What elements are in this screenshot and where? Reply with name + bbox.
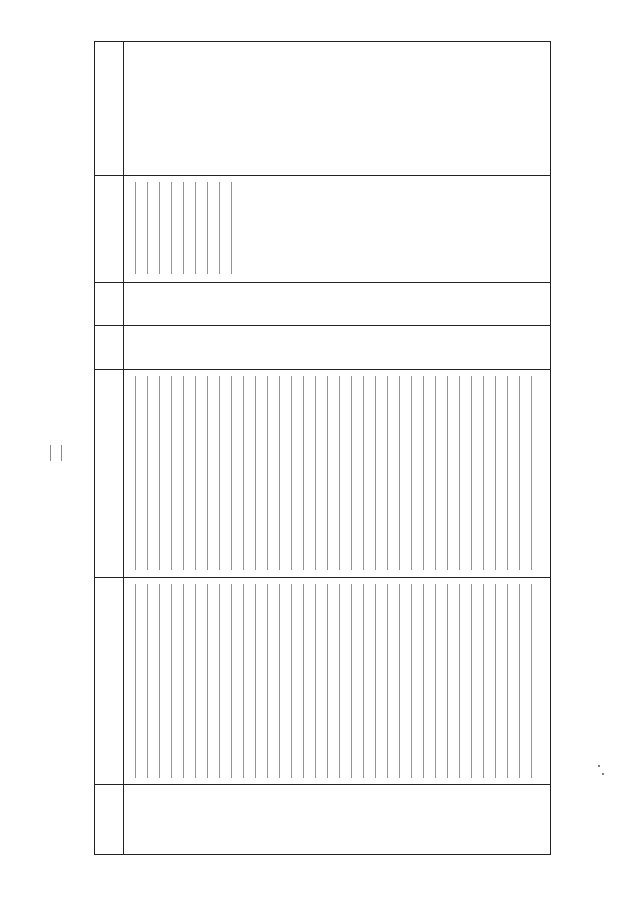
scan-artifact-dot [602, 773, 604, 775]
column-boundary-6-7 [95, 784, 550, 785]
column-boundary-5-6 [95, 577, 550, 578]
page-number-mark [50, 445, 62, 461]
column-6-text-block [135, 584, 543, 778]
scan-artifact-dot [598, 765, 600, 767]
column-boundary-1-2 [95, 175, 550, 176]
header-row-border [123, 42, 124, 854]
column-2-text-block [135, 182, 235, 274]
column-5-text-block [135, 376, 543, 570]
column-boundary-4-5 [95, 369, 550, 370]
table-frame [94, 41, 551, 855]
column-boundary-3-4 [95, 325, 550, 326]
column-boundary-2-3 [95, 282, 550, 283]
